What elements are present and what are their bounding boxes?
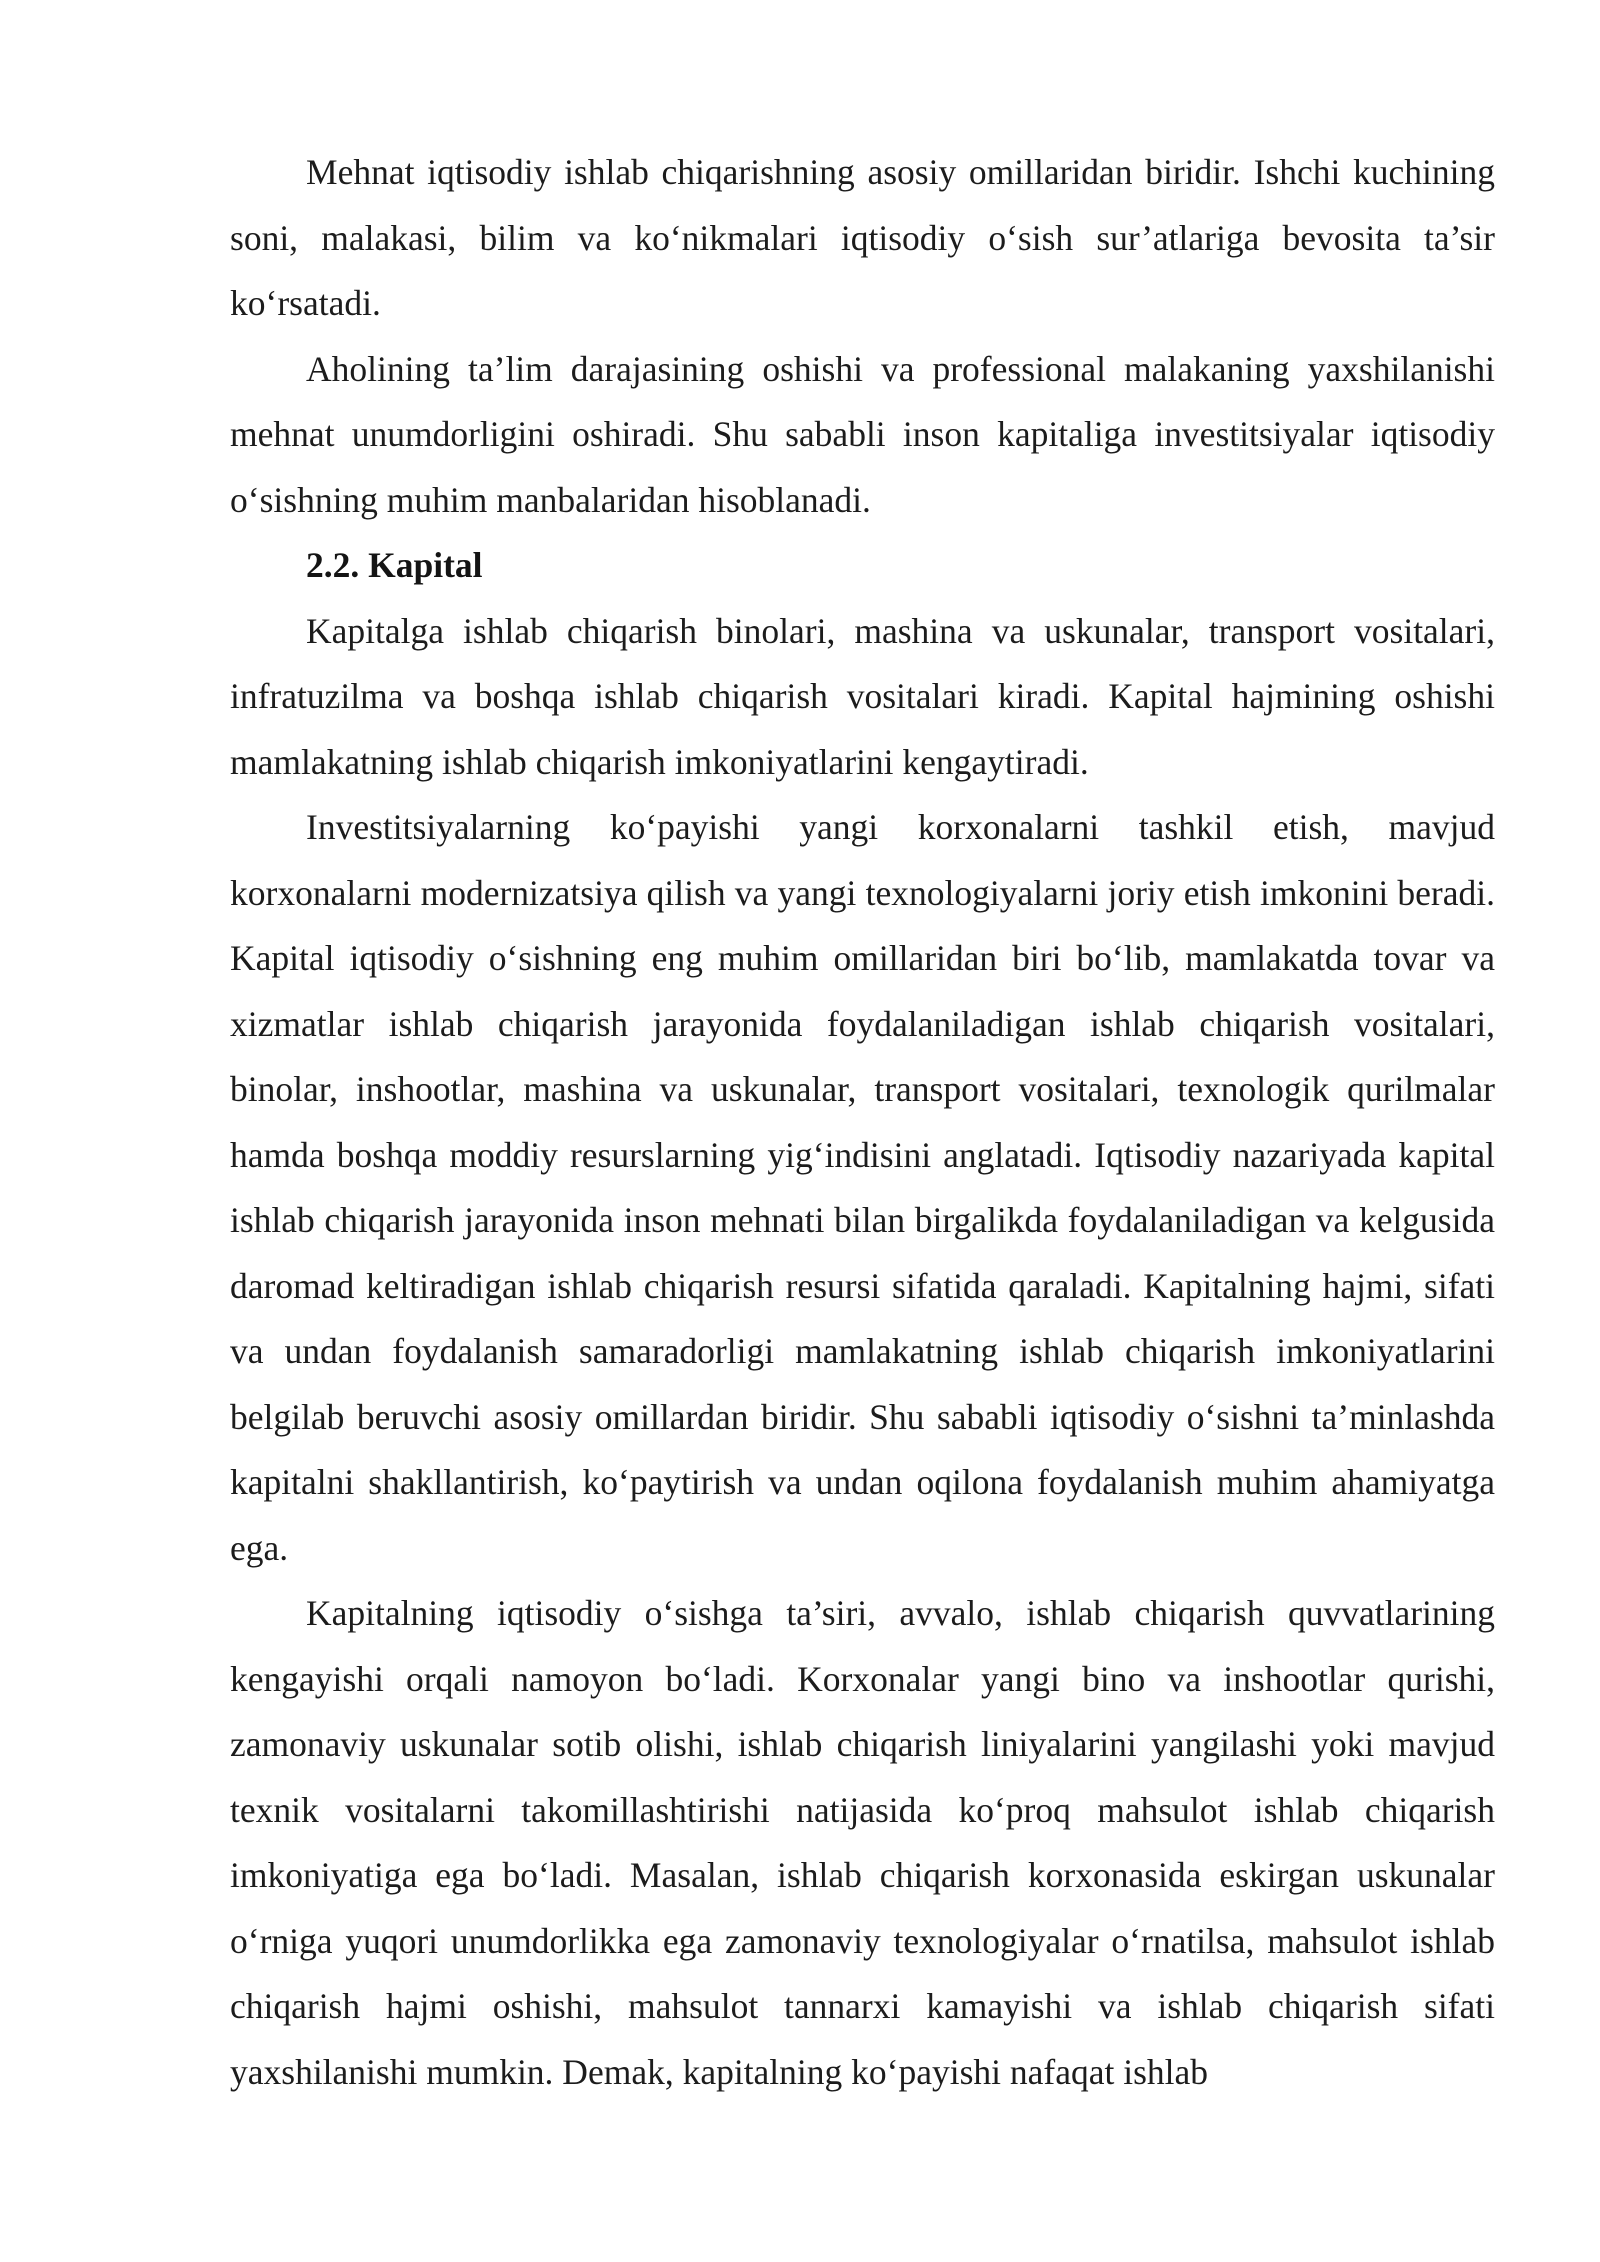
section-heading-capital: 2.2. Kapital — [306, 545, 483, 585]
paragraph-capital-impact: Kapitalning iqtisodiy o‘sishga ta’siri, avvalo, ishlab chiqarish quvvatlarining kengayishi orqali namoyon bo‘ladi. Korxonalar yangi bino va inshootlar qurishi, zamonaviy uskunalar sotib olishi, ishlab chiqarish liniyalarini yangilashi yoki mavjud texnik vositalarni takomillashtirishi natijasida ko‘proq mahsulot ishlab chiqarish imkoniyatiga ega bo‘ladi. Masalan, ishlab chiqarish korxonasida eskirgan uskunalar o‘rniga yuqori unumdorlikka ega zamonaviy texnologiyalar o‘rnatilsa, mahsulot ishlab chiqarish hajmi oshishi, mahsulot tannarxi kamayishi va ishlab chiqarish sifati yaxshilanishi mumkin. Demak, kapitalning ko‘payishi nafaqat ishlab — [230, 1593, 1495, 2092]
paragraph-investments: Investitsiyalarning ko‘payishi yangi korxonalarni tashkil etish, mavjud korxonalarni modernizatsiya qilish va yangi texnologiyalarni joriy etish imkonini beradi. Kapital iqtisodiy o‘sishning eng muhim omillaridan biri bo‘lib, mamlakatda tovar va xizmatlar ishlab chiqarish jarayonida foydalaniladigan ishlab chiqarish vositalari, binolar, inshootlar, mashina va uskunalar, transport vositalari, texnologik qurilmalar hamda boshqa moddiy resurslarning yig‘indisini anglatadi. Iqtisodiy nazariyada kapital ishlab chiqarish jarayonida inson mehnati bilan birgalikda foydalaniladigan va kelgusida daromad keltiradigan ishlab chiqarish resursi sifatida qaraladi. Kapitalning hajmi, sifati va undan foydalanish samaradorligi mamlakatning ishlab chiqarish imkoniyatlarini belgilab beruvchi asosiy omillardan biridir. Shu sababli iqtisodiy o‘sishni ta’minlashda kapitalni shakllantirish, ko‘paytirish va undan oqilona foydalanish muhim ahamiyatga ega. — [230, 807, 1495, 1568]
paragraph-education-level: Aholining ta’lim darajasining oshishi va professional malakaning yaxshilanishi mehnat unumdorligini oshiradi. Shu sababli inson kapitaliga investitsiyalar iqtisodiy o‘sishning muhim manbalaridan hisoblanadi. — [230, 348, 1495, 520]
document-body — [230, 140, 1495, 2105]
paragraph-labor-factor: Mehnat iqtisodiy ishlab chiqarishning asosiy omillaridan biridir. Ishchi kuchining soni, malakasi, bilim va ko‘nikmalari iqtisodiy o‘sish sur’atlariga bevosita ta’sir ko‘rsatadi. — [230, 152, 1495, 323]
paragraph-capital-definition: Kapitalga ishlab chiqarish binolari, mashina va uskunalar, transport vositalari, infratuzilma va boshqa ishlab chiqarish vositalari kiradi. Kapital hajmining oshishi mamlakatning ishlab chiqarish imkoniyatlarini kengaytiradi. — [230, 610, 1495, 782]
